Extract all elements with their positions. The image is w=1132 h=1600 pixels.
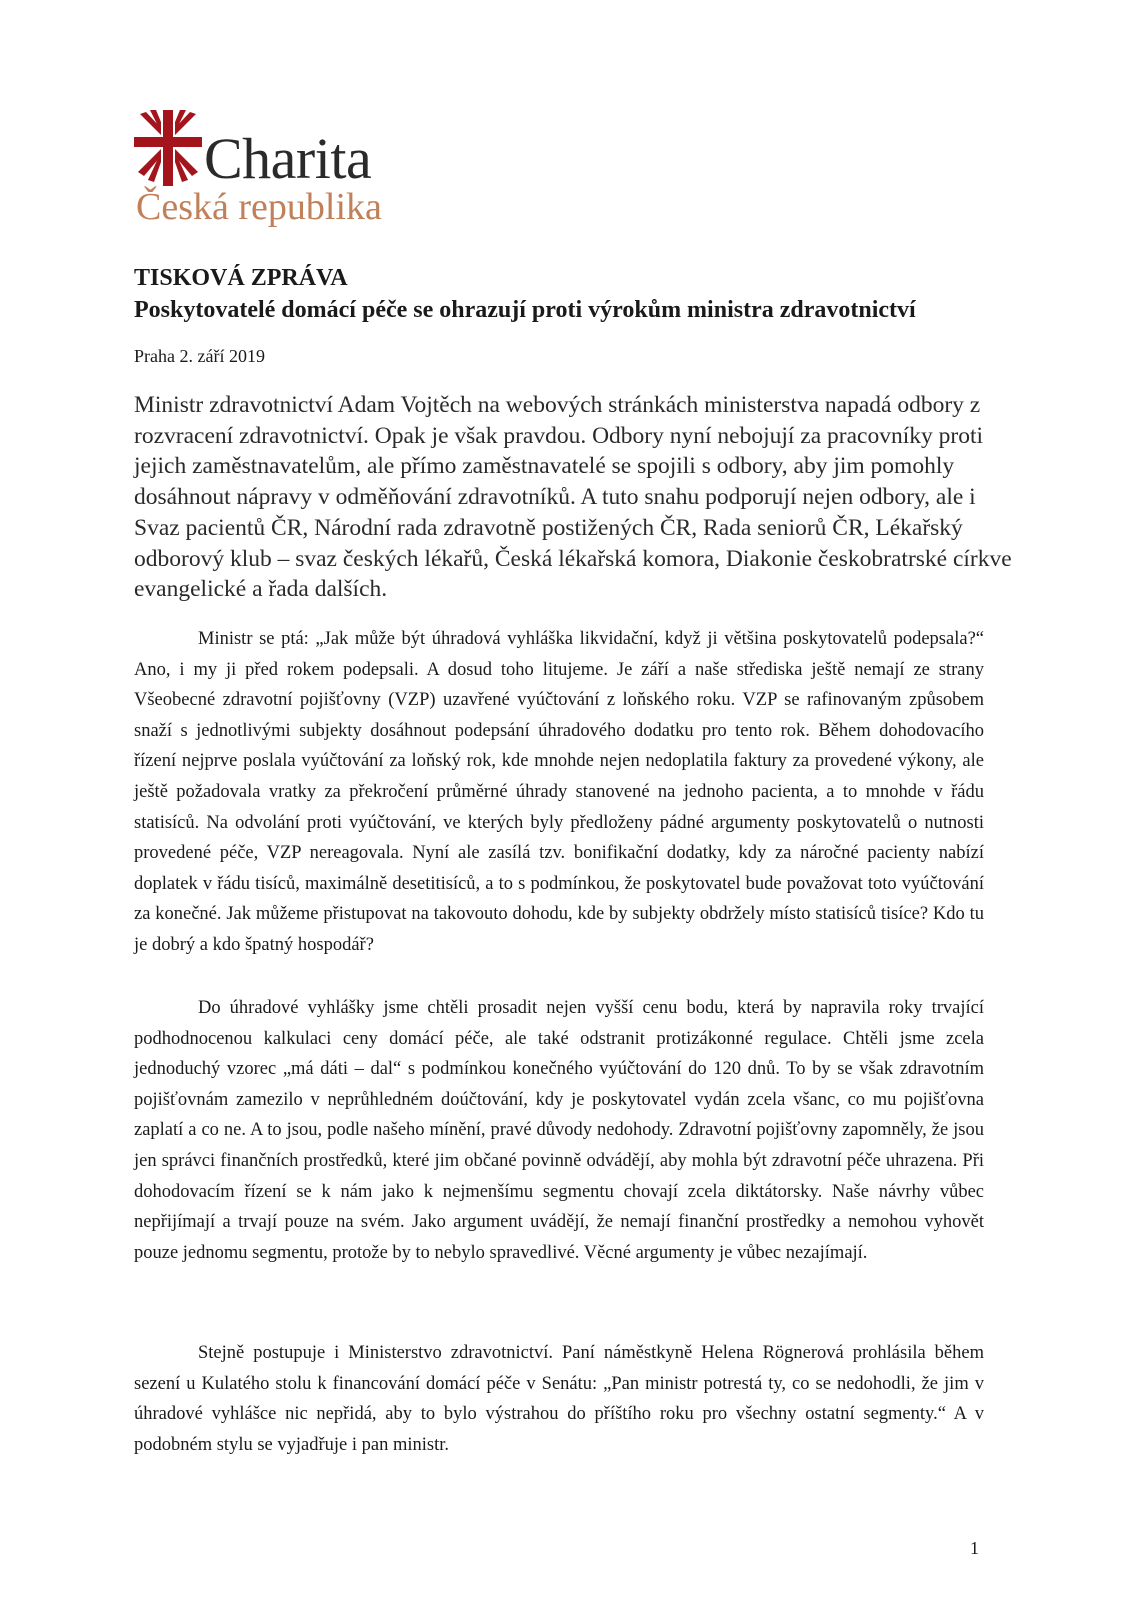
document-title: Poskytovatelé domácí péče se ohrazují proti výrokům ministra zdravotnictví [134, 297, 916, 323]
page-number: 1 [970, 1538, 979, 1558]
charita-cross-icon [134, 110, 202, 186]
body-paragraph: Do úhradové vyhlášky jsme chtěli prosadit nejen vyšší cenu bodu, která by napravila roky trvající podhodnocenou kalkulaci ceny domácí péče, ale také odstranit protizákonné regulace. Chtěli jsme zcela jednoduchý vzorec „má dáti – dal“ s podmínkou konečného vyúčtování do 120 dnů. To by se však zdravotním pojišťovnám zamezilo v neprůhledném doúčtování, kdy je poskytovatel vydán zcela všanc, co mu pojišťovna zaplatí a co ne. A to jsou, podle našeho mínění, pravé důvody nedohody. Zdravotní pojišťovny zapomněly, že jsou jen správci finančních prostředků, které jim občané povinně odvádějí, aby mohla být zdravotní péče uhrazena. Při dohodovacím řízení se k nám jako k nejmenšímu segmentu chovají zcela diktátorsky. Naše návrhy vůbec nepřijímají a trvají pouze na svém. Jako argument uvádějí, že nemají finanční prostředky a nemohou vyhovět pouze jednomu segmentu, protože by to nebylo spravedlivé. Věcné argumenty je vůbec nezajímají. [134, 998, 984, 1263]
dateline: Praha 2. září 2019 [134, 346, 265, 366]
title-block [134, 262, 1014, 326]
logo-subtitle: Česká republika [136, 186, 382, 228]
lead-paragraph: Ministr zdravotnictví Adam Vojtěch na webových stránkách ministerstva napadá odbory z rozvracení zdravotnictví. Opak je však pravdou. Odbory nyní nebojují za pracovníky proti jejich zaměstnavatelům, ale přímo zaměstnavatelé se spojili s odbory, aby jim pomohly dosáhnout nápravy v odměňování zdravotníků. A tuto snahu podporují nejen odbory, ale i Svaz pacientů ČR, Národní rada zdravotně postižených ČR, Rada seniorů ČR, Lékařský odborový klub – svaz českých lékařů, Česká lékařská komora, Diakonie českobratrské církve evangelické a řada dalších. [134, 392, 1012, 603]
charita-logo [134, 110, 394, 230]
body-paragraph: Stejně postupuje i Ministerstvo zdravotnictví. Paní náměstkyně Helena Rögnerová prohlásila během sezení u Kulatého stolu k financování domácí péče v Senátu: „Pan ministr potrestá ty, co se nedohodli, že jim v úhradové vyhlášce nic nepřidá, aby to bylo výstrahou do příštího roku pro všechny ostatní segmenty.“ A v podobném stylu se vyjadřuje i pan ministr. [134, 1343, 984, 1455]
body-paragraph: Ministr se ptá: „Jak může být úhradová vyhláška likvidační, když ji většina poskytovatelů podepsala?“ Ano, i my ji před rokem podepsali. A dosud toho litujeme. Je září a naše střediska ještě nemají ze strany Všeobecné zdravotní pojišťovny (VZP) uzavřené vyúčtování z loňského roku. VZP se rafinovaným způsobem snaží s jednotlivými subjekty dosáhnout podepsání úhradového dodatku pro tento rok. Během dohodovacího řízení nejprve poslala vyúčtování za loňský rok, kde mnohde nejen nedoplatila faktury za provedené výkony, ale ještě požadovala vratky za překročení průměrné úhrady stanovené na jednoho pacienta, a to mnohde v řádu statisíců. Na odvolání proti vyúčtování, ve kterých byly předloženy pádné argumenty poskytovatelů o nutnosti provedené péče, VZP nereagovala. Nyní ale zasílá tzv. bonifikační dodatky, kdy za náročné pacienty nabízí doplatek v řádu tisíců, maximálně desetitisíců, a to s podmínkou, že poskytovatel bude považovat toto vyúčtování za konečné. Jak můžeme přistupovat na takovouto dohodu, kde by subjekty obdržely místo statisíců tisíce? Kdo tu je dobrý a kdo špatný hospodář? [134, 629, 984, 955]
logo-name: Charita [204, 126, 372, 191]
document-label: TISKOVÁ ZPRÁVA [134, 265, 348, 291]
